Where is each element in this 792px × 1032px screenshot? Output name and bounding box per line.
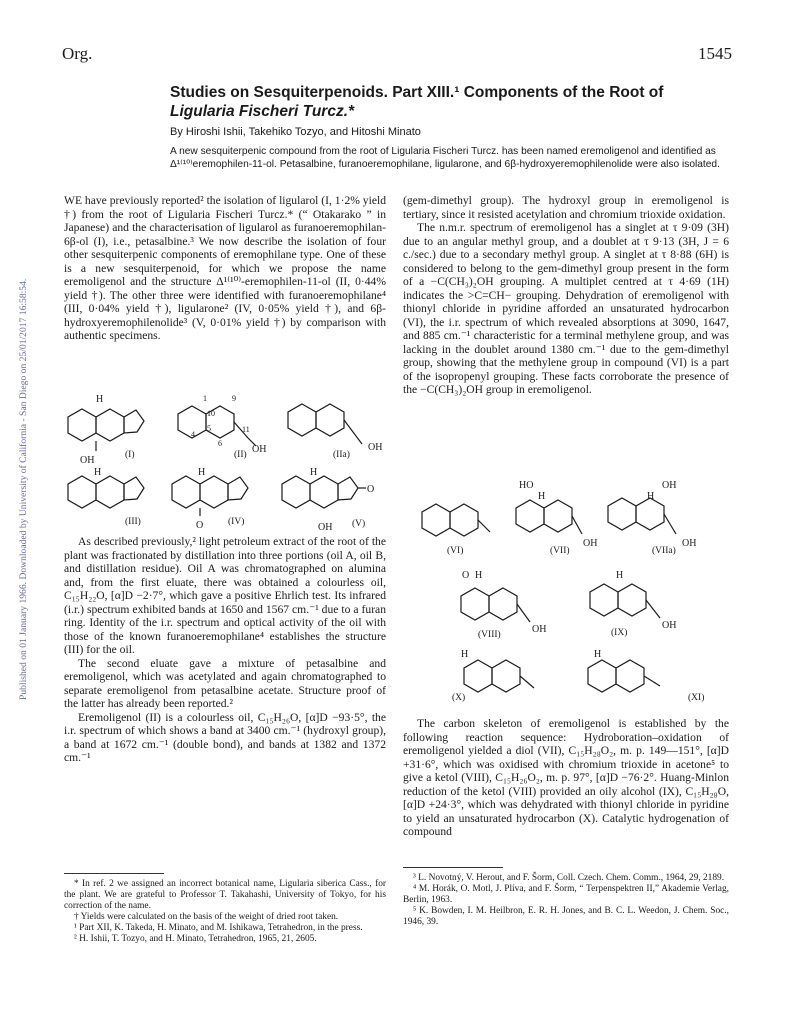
atom-number: 11	[242, 425, 250, 434]
compound-label: (III)	[125, 517, 141, 527]
structure-IIa	[288, 404, 382, 460]
structure-VIIa	[608, 480, 696, 556]
footnote: ⁵ K. Bowden, I. M. Heilbron, E. R. H. Jones, and B. C. L. Weedon, J. Chem. Soc., 1946, 39.	[403, 906, 729, 927]
struct-label: HO	[519, 480, 534, 491]
footnote: † Yields were calculated on the basis of the weight of dried root taken.	[74, 912, 339, 922]
struct-label: H	[461, 649, 469, 660]
compound-label: (XI)	[688, 693, 705, 703]
compound-label: (I)	[125, 450, 135, 460]
structure-IX	[590, 570, 676, 638]
article-title-line1: Studies on Sesquiterpenoids. Part XIII.¹ Components of the Root of	[170, 84, 664, 101]
footnote: ¹ Part XII, K. Takeda, H. Minato, and M. Ishikawa, Tetrahedron, in the press.	[74, 923, 363, 933]
compound-label: (V)	[352, 519, 366, 529]
article-title-line2: Ligularia Fischeri Turcz.*	[170, 103, 355, 120]
atom-number: 9	[232, 394, 236, 403]
struct-label: OH	[532, 624, 547, 635]
struct-label: OH	[682, 538, 697, 549]
compound-label: (X)	[452, 693, 466, 703]
structure-II	[178, 394, 266, 460]
compound-label: (VIIa)	[652, 546, 676, 556]
struct-label: H	[594, 649, 602, 660]
struct-label: H	[538, 491, 546, 502]
struct-label: OH	[662, 620, 677, 631]
structure-III	[68, 467, 144, 527]
paragraph: As described previously,² light petroleum extract of the root of the plant was fractionated by distillation into three portions (oil A, oil B, and distillation residue). Oil A was chromatographed on alumina and, from the first eluate, there was obtained a colourless oil, C₁₅H₂₂O, [α]D −2·7°, which gave a positive Ehrlich test. Its infrared (i.r.) spectrum exhibited bands at 1650 and 1567 cm.⁻¹ due to a furan ring. Identity of the i.r. spectrum and optical activity of the oil with those of the known furanoeremophilane⁴ establishes the structure (III) for the oil.	[64, 535, 386, 656]
struct-label: H	[616, 570, 624, 581]
compound-label: (IIa)	[333, 450, 350, 460]
atom-number: 10	[207, 409, 215, 418]
atom-number: 5	[207, 424, 211, 433]
struct-label: O	[462, 570, 470, 581]
structure-VI	[422, 504, 490, 556]
paragraph: The second eluate gave a mixture of petasalbine and eremoligenol, which was acetylated and again chromatographed to separate eremoligenol from petasalbine acetate. Structure proof of the latter has already been reported.²	[64, 656, 386, 710]
structure-V	[282, 467, 374, 533]
page-number: 1545	[698, 44, 732, 63]
paragraph: Eremoligenol (II) is a colourless oil, C₁₅H₂₆O, [α]D −93·5°, the i.r. spectrum of which shows a band at 3400 cm.⁻¹ (hydroxyl group), a band at 1672 cm.⁻¹ (double bond), and bands at 1382 and 1372 cm.⁻¹	[64, 710, 386, 764]
paragraph: WE have previously reported² the isolation of ligularol (I, 1·2% yield †) from the root of Ligularia Fischeri Turcz.* (“ Otakarako ” in Japanese) and the characterisation of ligularol as furanoeremophilan-6β-ol (I), i.e., petasalbine.³ We now describe the isolation of four other sesquiterpenic components of eremophilane type. One of these is a new sesquiterpenoid, for which we propose the name eremoligenol and the structure Δ¹⁽¹⁰⁾-eremophilen-11-ol (II, 0·44% yield †). The other three were identified with furanoeremophilane⁴ (III, 0·04% yield †), ligularone² (IV, 0·05% yield †), and 6β-hydroxyeremophilenolide³ (V, 0·01% yield †) by comparison with authentic specimens.	[64, 194, 386, 342]
struct-label: O	[196, 520, 204, 531]
structure-IV	[172, 467, 248, 531]
struct-label: H	[94, 467, 102, 478]
struct-label: OH	[368, 442, 383, 453]
journal-name: Org.	[62, 44, 93, 63]
paragraph: The n.m.r. spectrum of eremoligenol has a singlet at τ 9·09 (3H) due to an angular methyl group, and a doublet at τ 9·13 (3H, J = 6 c./sec.) due to a secondary methyl group. A singlet at τ 8·88 (6H) is considered to belong to the gem-dimethyl group present in the form of a −C(CH₃)₂OH grouping. A multiplet centred at τ 4·69 (1H) indicates the >C=CH− grouping. Dehydration of eremoligenol with thionyl chloride in pyridine afforded an unsaturated hydrocarbon (VI), the i.r. spectrum of which revealed absorptions at 3090, 1647, and 885 cm.⁻¹ characteristic for a terminal methylene group, and was lacking in the doublet around 1380 cm.⁻¹ due to the gem-dimethyl group, showing that the methylene group in compound (VI) is a part of the isopropenyl grouping. These facts corroborate the presence of the −C(CH₃)₂OH group in eremoligenol.	[403, 221, 729, 396]
struct-label: OH	[662, 480, 677, 491]
struct-label: OH	[80, 455, 95, 466]
compound-label: (VIII)	[478, 630, 501, 640]
struct-label: O	[367, 484, 375, 495]
footnote: ⁴ M. Horák, O. Motl, J. Plíva, and F. Šorm, “ Terpenspektren II,” Akademie Verlag, Berlin, 1963.	[403, 884, 729, 905]
atom-number: 6	[218, 439, 222, 448]
footnote: ³ L. Novotný, V. Herout, and F. Šorm, Coll. Czech. Chem. Comm., 1964, 29, 2189.	[413, 873, 725, 883]
abstract: A new sesquiterpenic compound from the root of Ligularia Fischeri Turcz. has been named eremoligenol and identified as Δ¹⁽¹⁰⁾eremophilen-11-ol. Petasalbine, furanoeremophilane, ligularone, and 6β-hydroxyeremophilenolide were also isolated.	[170, 146, 720, 170]
compound-label: (IX)	[611, 628, 628, 638]
author-list: By Hiroshi Ishii, Takehiko Tozyo, and Hitoshi Minato	[170, 126, 421, 138]
struct-label: H	[310, 467, 318, 478]
structure-I	[68, 394, 144, 466]
compound-label: (IV)	[228, 517, 245, 527]
struct-label: OH	[583, 538, 598, 549]
structure-X	[452, 649, 534, 703]
structure-XI	[588, 649, 704, 703]
paragraph: The carbon skeleton of eremoligenol is established by the following reaction sequence: Hydroboration–oxidation of eremoligenol yielded a diol (VII), C₁₅H₂₈O₂, m. p. 149—151°, [α]D +31·6°, which was oxidised with chromium trioxide in acetone⁵ to give a ketol (VIII), C₁₅H₂₆O₂, m. p. 97°, [α]D −76·2°. Huang-Minlon reduction of the ketol (VIII) provided an oily alcohol (IX), C₁₅H₂₈O, [α]D +24·3°, which was dehydrated with thionyl chloride in pyridine to yield an unsaturated hydrocarbon (X). Catalytic hydrogenation of compound	[403, 717, 729, 838]
struct-label: OH	[252, 444, 267, 455]
structure-VIII	[461, 570, 546, 640]
structure-VII	[516, 480, 597, 556]
struct-label: H	[647, 491, 655, 502]
atom-number: 4	[191, 430, 195, 439]
struct-label: H	[475, 570, 483, 581]
compound-label: (VII)	[550, 546, 570, 556]
footnote: ² H. Ishii, T. Tozyo, and H. Minato, Tetrahedron, 1965, 21, 2605.	[74, 934, 317, 944]
atom-number: 1	[203, 394, 207, 403]
compound-label: (VI)	[447, 546, 464, 556]
paragraph: (gem-dimethyl group). The hydroxyl group in eremoligenol is tertiary, since it resisted acetylation and chromium trioxide oxidation.	[403, 194, 729, 221]
struct-label: H	[198, 467, 206, 478]
download-watermark-text: Published on 01 January 1966. Downloaded by University of California - San Diego on 25/01/2017 16:58:54.	[18, 278, 29, 700]
footnote: * In ref. 2 we assigned an incorrect botanical name, Ligularia siberica Cass., for the plant. We are grateful to Professor T. Takahashi, University of Tokyo, for his correction of the name.	[64, 879, 386, 911]
compound-label: (II)	[234, 450, 247, 460]
struct-label: OH	[318, 522, 333, 533]
struct-label: H	[96, 394, 104, 405]
